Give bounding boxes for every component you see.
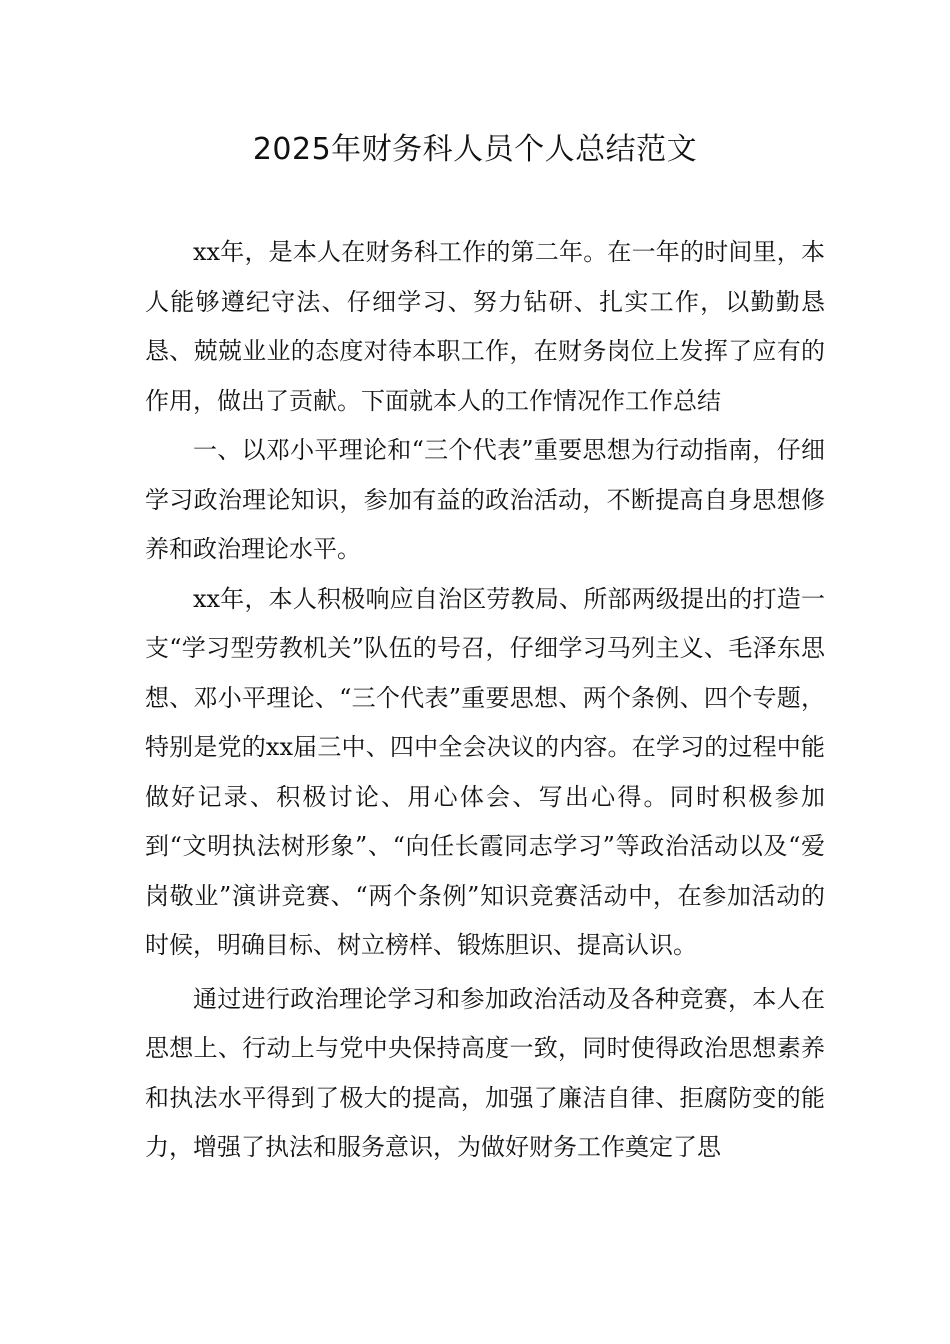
paragraph-study: xx年，本人积极响应自治区劳教局、所部两级提出的打造一支“学习型劳教机关”队伍的号召，仔细学习马列主义、毛泽东思想、邓小平理论、“三个代表”重要思想、两个条例、四个专题，特别是党的xx届三中、四中全会决议的内容。在学习的过程中能做好记录、积极讨论、用心体会、写出心得。同时积极参加到“文明执法树形象”、“向任长霞同志学习”等政治活动以及“爱岗敬业”演讲竞赛、“两个条例”知识竞赛活动中，在参加活动的时候，明确目标、树立榜样、锻炼胆识、提高认识。 <box>145 584 825 959</box>
paragraph-intro: xx年，是本人在财务科工作的第二年。在一年的时间里，本人能够遵纪守法、仔细学习、努力钻研、扎实工作，以勤勤恳恳、兢兢业业的态度对待本职工作，在财务岗位上发挥了应有的作用，做出了贡献。下面就本人的工作情况作工作总结 <box>145 238 825 415</box>
paragraph-results: 通过进行政治理论学习和参加政治活动及各种竞赛，本人在思想上、行动上与党中央保持高度一致，同时使得政治思想素养和执法水平得到了极大的提高，加强了廉洁自律、拒腐防变的能力，增强了执法和服务意识，为做好财务工作奠定了思 <box>145 984 825 1161</box>
paragraph-section-one-heading: 一、以邓小平理论和“三个代表”重要思想为行动指南，仔细学习政治理论知识，参加有益的政治活动，不断提高自身思想修养和政治理论水平。 <box>145 436 825 563</box>
document-body <box>145 228 825 1173</box>
document-title: 2025年财务科人员个人总结范文 <box>252 132 698 167</box>
